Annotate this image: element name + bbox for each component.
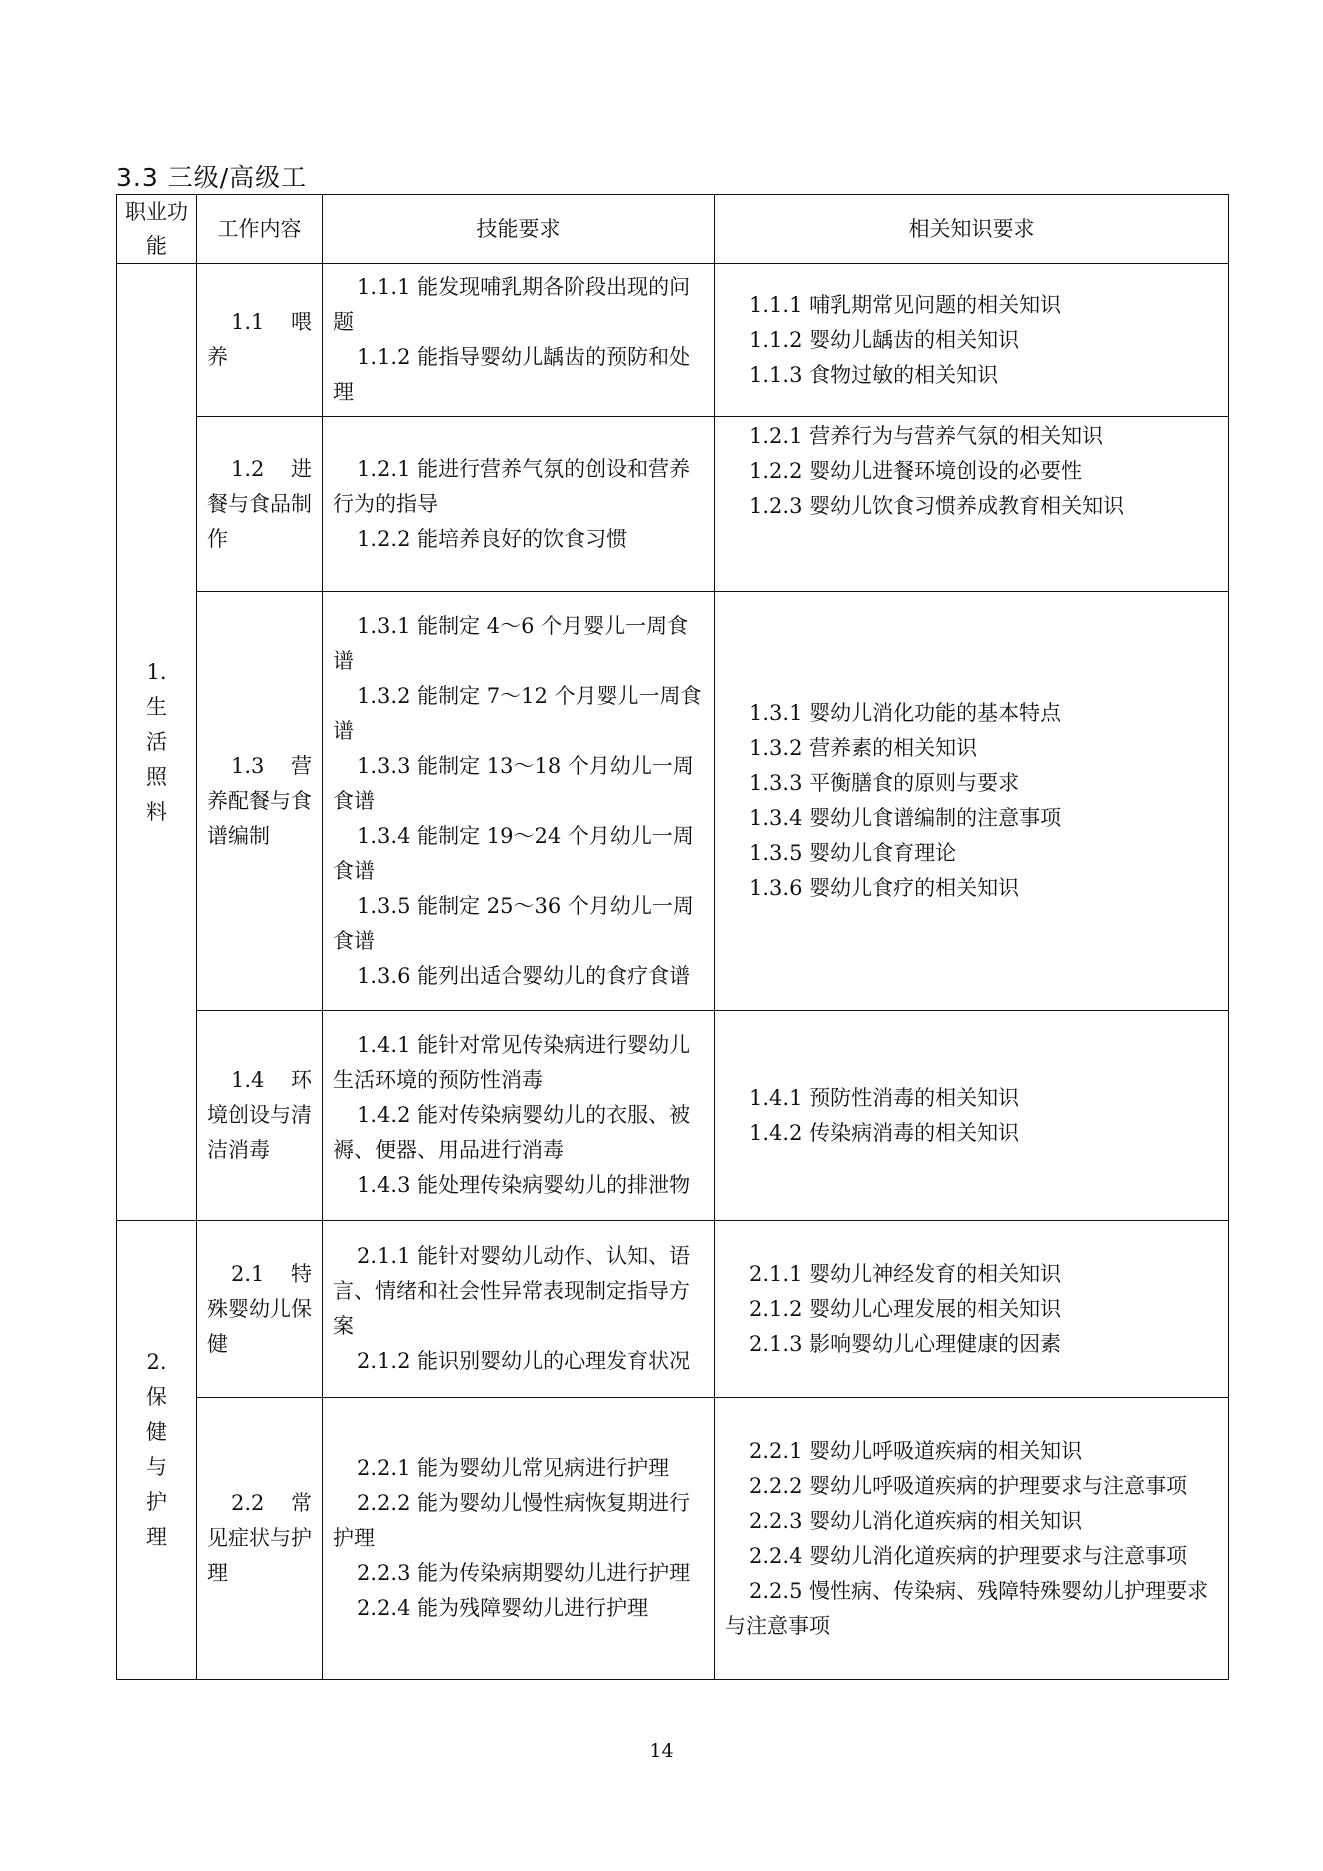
skill-item: 1.1.2 能指导婴幼儿龋齿的预防和处理 xyxy=(333,345,691,404)
table-row xyxy=(117,1011,1229,1221)
work-content-cell xyxy=(197,1011,323,1221)
skill-item: 1.4.3 能处理传染病婴幼儿的排泄物 xyxy=(357,1173,691,1197)
knowledge-cell xyxy=(715,264,1229,417)
table-row xyxy=(117,592,1229,1011)
skills-cell xyxy=(323,592,715,1011)
knowledge-item: 1.1.3 食物过敏的相关知识 xyxy=(749,362,999,387)
skill-item: 2.1.1 能针对婴幼儿动作、认知、语言、情绪和社会性异常表现制定指导方案 xyxy=(333,1244,691,1338)
skill-item: 1.2.2 能培养良好的饮食习惯 xyxy=(357,526,628,551)
knowledge-item: 1.4.1 预防性消毒的相关知识 xyxy=(749,1085,1020,1110)
knowledge-item: 1.1.2 婴幼儿龋齿的相关知识 xyxy=(749,327,1020,352)
function-char: 健 xyxy=(146,1420,167,1444)
work-content-text: 1.3 营养配餐与食谱编制 xyxy=(207,753,312,848)
skills-cell xyxy=(323,1221,715,1398)
skill-item: 1.3.1 能制定 4～6 个月婴儿一周食谱 xyxy=(333,613,689,673)
knowledge-item: 1.2.2 婴幼儿进餐环境创设的必要性 xyxy=(749,459,1083,483)
knowledge-cell xyxy=(715,1011,1229,1221)
skills-cell xyxy=(323,417,715,592)
skill-item: 2.2.2 能为婴幼儿慢性病恢复期进行护理 xyxy=(333,1491,691,1550)
work-content-cell xyxy=(197,1398,323,1680)
knowledge-item: 2.1.1 婴幼儿神经发育的相关知识 xyxy=(749,1261,1062,1286)
skill-item: 1.3.5 能制定 25～36 个月幼儿一周食谱 xyxy=(333,893,694,953)
knowledge-cell xyxy=(715,417,1229,592)
knowledge-cell xyxy=(715,1398,1229,1680)
function-cell-2 xyxy=(117,1221,197,1680)
knowledge-item: 2.2.5 慢性病、传染病、残障特殊婴幼儿护理要求与注意事项 xyxy=(725,1578,1209,1638)
knowledge-cell xyxy=(715,1221,1229,1398)
skills-cell xyxy=(323,1011,715,1221)
skill-item: 2.1.2 能识别婴幼儿的心理发育状况 xyxy=(357,1349,691,1373)
skill-item: 1.3.4 能制定 19～24 个月幼儿一周食谱 xyxy=(333,823,694,883)
knowledge-item: 2.2.2 婴幼儿呼吸道疾病的护理要求与注意事项 xyxy=(749,1473,1188,1498)
knowledge-item: 1.3.3 平衡膳食的原则与要求 xyxy=(749,771,1020,795)
table-header-row xyxy=(117,195,1229,264)
header-skill-requirements: 技能要求 xyxy=(323,195,715,264)
function-number: 1. xyxy=(146,659,167,684)
skill-item: 1.3.3 能制定 13～18 个月幼儿一周食谱 xyxy=(333,753,694,813)
work-content-cell xyxy=(197,264,323,417)
knowledge-item: 1.3.6 婴幼儿食疗的相关知识 xyxy=(749,876,1020,900)
skills-cell xyxy=(323,264,715,417)
table-row xyxy=(117,1221,1229,1398)
table-row xyxy=(117,264,1229,417)
work-content-cell xyxy=(197,1221,323,1398)
skill-item: 1.2.1 能进行营养气氛的创设和营养行为的指导 xyxy=(333,456,691,516)
work-content-text: 1.4 环境创设与清洁消毒 xyxy=(207,1068,312,1162)
knowledge-item: 1.4.2 传染病消毒的相关知识 xyxy=(749,1120,1020,1145)
knowledge-item: 1.3.5 婴幼儿食育理论 xyxy=(749,841,957,865)
knowledge-item: 1.2.1 营养行为与营养气氛的相关知识 xyxy=(749,424,1104,448)
table-row xyxy=(117,417,1229,592)
knowledge-item: 2.1.3 影响婴幼儿心理健康的因素 xyxy=(749,1331,1062,1356)
knowledge-item: 2.1.2 婴幼儿心理发展的相关知识 xyxy=(749,1296,1062,1321)
knowledge-cell xyxy=(715,592,1229,1011)
function-number: 2. xyxy=(146,1350,167,1374)
skill-item: 2.2.4 能为残障婴幼儿进行护理 xyxy=(357,1596,649,1620)
work-content-text: 2.2 常见症状与护理 xyxy=(207,1491,312,1585)
knowledge-item: 1.3.1 婴幼儿消化功能的基本特点 xyxy=(749,701,1062,725)
header-work-content: 工作内容 xyxy=(197,195,323,264)
knowledge-item: 2.2.3 婴幼儿消化道疾病的相关知识 xyxy=(749,1508,1083,1533)
header-knowledge-requirements: 相关知识要求 xyxy=(715,195,1229,264)
function-char: 保 xyxy=(146,1385,167,1409)
skill-item: 1.1.1 能发现哺乳期各阶段出现的问题 xyxy=(333,275,691,334)
skill-item: 2.2.1 能为婴幼儿常见病进行护理 xyxy=(357,1456,670,1480)
function-cell-1 xyxy=(117,264,197,1221)
skill-item: 1.3.2 能制定 7～12 个月婴儿一周食谱 xyxy=(333,683,702,743)
function-char: 护 xyxy=(146,1490,167,1514)
knowledge-item: 2.2.1 婴幼儿呼吸道疾病的相关知识 xyxy=(749,1438,1083,1463)
function-char: 活 xyxy=(146,729,167,754)
work-content-text: 1.1 喂养 xyxy=(207,310,312,369)
skill-standard-table xyxy=(116,194,1229,1680)
knowledge-item: 1.3.2 营养素的相关知识 xyxy=(749,736,978,760)
skill-item: 1.3.6 能列出适合婴幼儿的食疗食谱 xyxy=(357,963,691,988)
function-char: 料 xyxy=(146,799,167,824)
section-title: 3.3 三级/高级工 xyxy=(116,163,308,192)
skill-item: 2.2.3 能为传染病期婴幼儿进行护理 xyxy=(357,1561,691,1585)
work-content-cell xyxy=(197,417,323,592)
skill-item: 1.4.1 能针对常见传染病进行婴幼儿生活环境的预防性消毒 xyxy=(333,1033,691,1092)
page-number: 14 xyxy=(649,1740,674,1762)
work-content-text: 2.1 特殊婴幼儿保健 xyxy=(207,1261,312,1356)
work-content-cell xyxy=(197,592,323,1011)
function-char: 与 xyxy=(146,1455,167,1479)
function-char: 照 xyxy=(146,764,167,789)
knowledge-item: 1.3.4 婴幼儿食谱编制的注意事项 xyxy=(749,806,1062,830)
header-function: 职业功能 xyxy=(117,195,197,264)
skills-cell xyxy=(323,1398,715,1680)
work-content-text: 1.2 进餐与食品制作 xyxy=(207,456,312,551)
knowledge-item: 2.2.4 婴幼儿消化道疾病的护理要求与注意事项 xyxy=(749,1543,1188,1568)
skill-item: 1.4.2 能对传染病婴幼儿的衣服、被褥、便器、用品进行消毒 xyxy=(333,1103,691,1162)
knowledge-item: 1.2.3 婴幼儿饮食习惯养成教育相关知识 xyxy=(749,494,1125,518)
table-row xyxy=(117,1398,1229,1680)
function-char: 理 xyxy=(146,1525,167,1549)
knowledge-item: 1.1.1 哺乳期常见问题的相关知识 xyxy=(749,292,1062,317)
function-char: 生 xyxy=(146,694,167,719)
